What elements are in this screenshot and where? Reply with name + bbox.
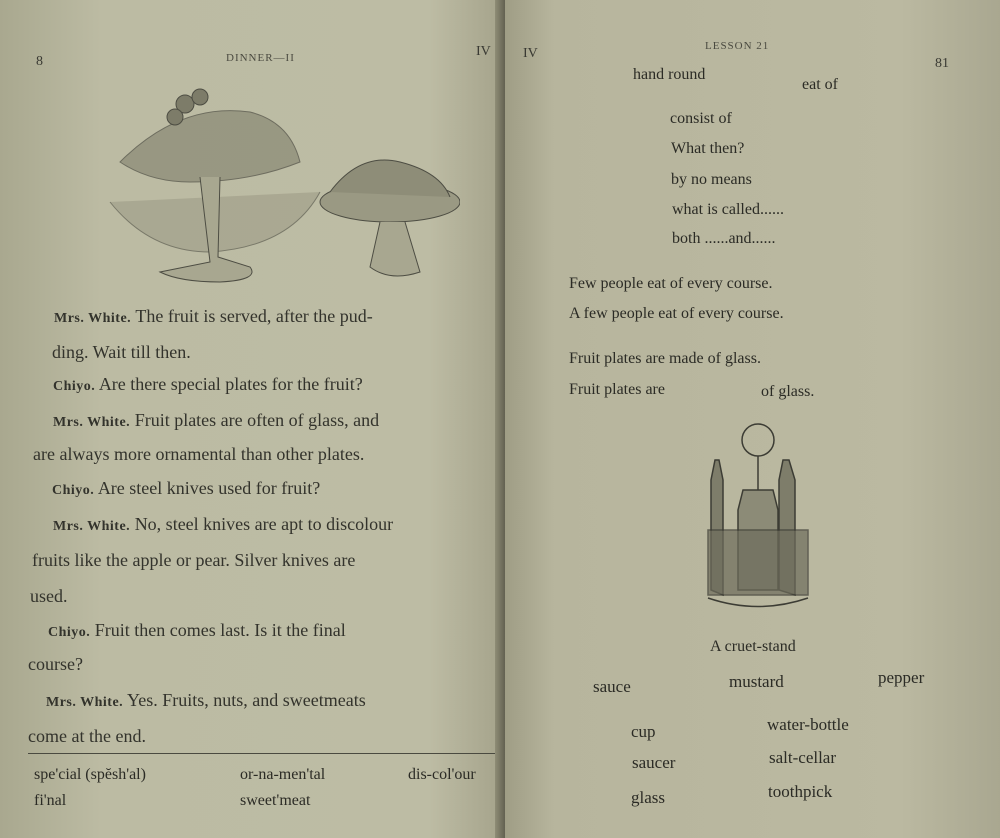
- phrase: What then?: [671, 140, 745, 157]
- speaker-label: Mrs. White.: [46, 695, 124, 710]
- example-sentence: Fruit plates are: [569, 381, 665, 398]
- footnote-word: or-na-men'tal: [240, 766, 326, 783]
- vocab-word: glass: [631, 788, 665, 807]
- dialogue-line: Mrs. White. The fruit is served, after the pud-: [54, 306, 373, 326]
- speaker-label: Chiyo.: [52, 483, 95, 498]
- vocab-word: cup: [631, 722, 656, 741]
- dialogue-continuation: ding. Wait till then.: [52, 342, 191, 362]
- example-sentence: A few people eat of every course.: [569, 305, 784, 322]
- right-page-number: 81: [935, 56, 949, 71]
- illustration-caption: A cruet-stand: [710, 638, 796, 655]
- phrase: eat of: [802, 76, 838, 93]
- phrase: by no means: [671, 171, 752, 188]
- example-sentence: Few people eat of every course.: [569, 275, 773, 292]
- dialogue-line: Chiyo. Are steel knives used for fruit?: [52, 478, 321, 498]
- fruit-bowl-illustration: [90, 82, 460, 297]
- speaker-label: Mrs. White.: [53, 519, 131, 534]
- dialogue-line: Mrs. White. Fruit plates are often of glass, and: [53, 410, 380, 430]
- dialogue-continuation: used.: [30, 586, 68, 606]
- speaker-label: Mrs. White.: [53, 415, 131, 430]
- speaker-label: Chiyo.: [48, 625, 91, 640]
- vocab-word: sauce: [593, 677, 631, 696]
- right-section-mark: IV: [523, 46, 538, 61]
- speaker-label: Chiyo.: [53, 379, 96, 394]
- footnote-word: dis-col'our: [408, 766, 476, 783]
- vocab-word: water-bottle: [767, 715, 849, 734]
- left-section-mark: IV: [476, 44, 491, 59]
- vocab-word: toothpick: [768, 782, 833, 801]
- dialogue-continuation: come at the end.: [28, 726, 146, 746]
- left-page-number: 8: [36, 54, 43, 69]
- dialogue-line: Chiyo. Fruit then comes last. Is it the final: [48, 620, 346, 640]
- dialogue-continuation: fruits like the apple or pear. Silver knives are: [32, 550, 356, 570]
- dialogue-continuation: are always more ornamental than other plates.: [33, 444, 365, 464]
- vocab-word: pepper: [878, 668, 925, 687]
- phrase: both ......and......: [672, 230, 776, 247]
- dialogue-line: Chiyo. Are there special plates for the fruit?: [53, 374, 363, 394]
- dialogue-continuation: course?: [28, 654, 83, 674]
- footnote-word: sweet'meat: [240, 792, 311, 809]
- example-sentence: Fruit plates are made of glass.: [569, 350, 761, 367]
- right-page: [505, 0, 1000, 838]
- right-running-head: LESSON 21: [705, 40, 770, 52]
- footnote-rule: [28, 753, 502, 754]
- dialogue-line: Mrs. White. Yes. Fruits, nuts, and sweetmeats: [46, 690, 366, 710]
- phrase: consist of: [670, 110, 732, 127]
- footnote-word: fi'nal: [34, 792, 67, 809]
- footnote-word: spe'cial (spĕsh'al): [34, 766, 146, 783]
- example-sentence-end: of glass.: [761, 383, 815, 400]
- vocab-word: mustard: [729, 672, 784, 691]
- phrase: what is called......: [672, 201, 784, 218]
- cruet-stand-illustration: [703, 420, 813, 615]
- left-running-head: DINNER—II: [226, 52, 295, 64]
- vocab-word: saucer: [632, 753, 676, 772]
- speaker-label: Mrs. White.: [54, 311, 132, 326]
- dialogue-line: Mrs. White. No, steel knives are apt to discolour: [53, 514, 394, 534]
- phrase: hand round: [633, 66, 706, 83]
- vocab-word: salt-cellar: [769, 748, 837, 767]
